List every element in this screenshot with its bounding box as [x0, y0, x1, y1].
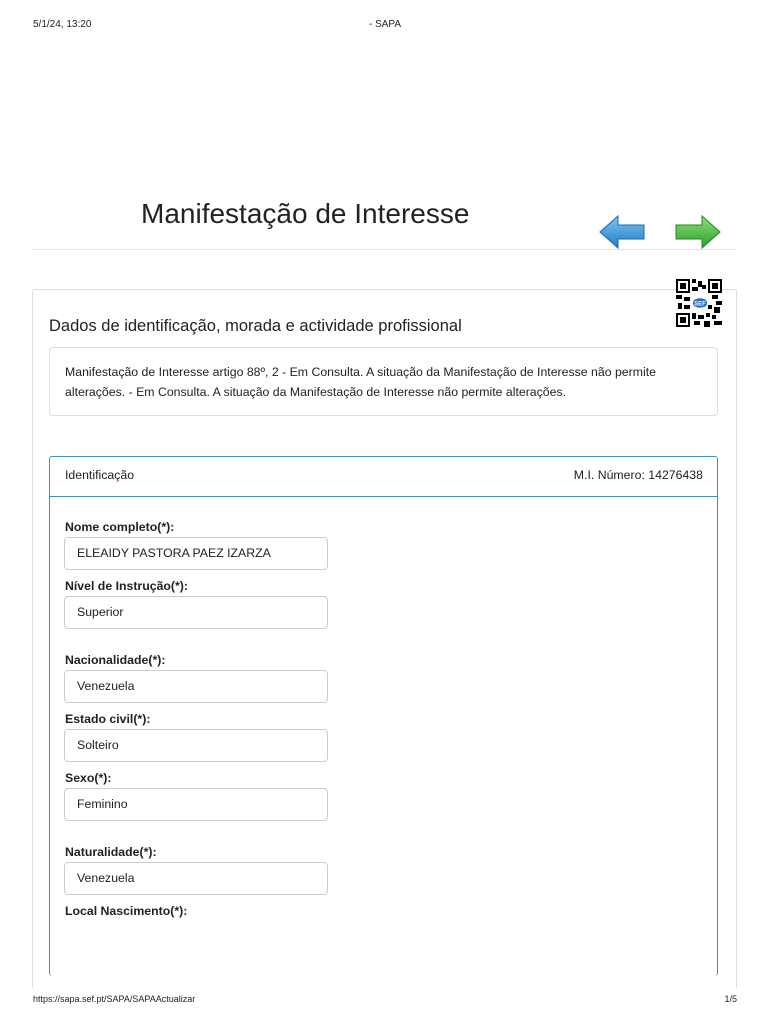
section-title: Dados de identificação, morada e actividade profissional: [49, 317, 462, 335]
sexo-field[interactable]: Feminino: [64, 788, 328, 821]
mi-number: M.I. Número: 14276438: [573, 468, 703, 482]
status-notice: [49, 347, 718, 416]
notice-line: alterações. - Em Consulta. A situação da Manifestação de Interesse não permite alterações.: [65, 385, 567, 399]
arrow-right-icon: [674, 210, 722, 254]
print-date: 5/1/24, 13:20: [33, 19, 92, 30]
field-label-naturalidade: Naturalidade(*):: [65, 845, 157, 859]
field-label-sexo: Sexo(*):: [65, 771, 112, 785]
arrow-left-icon: [598, 210, 646, 254]
qr-label: SEF: [694, 301, 706, 308]
field-label-estado-civil: Estado civil(*):: [65, 712, 151, 726]
page-number: 1/5: [724, 994, 737, 1004]
nivel-instrucao-field[interactable]: Superior: [64, 596, 328, 629]
back-button[interactable]: [598, 210, 646, 254]
forward-button[interactable]: [674, 210, 722, 254]
field-label-local-nascimento: Local Nascimento(*):: [65, 904, 188, 918]
nome-completo-field[interactable]: ELEAIDY PASTORA PAEZ IZARZA: [64, 537, 328, 570]
field-label-nome: Nome completo(*):: [65, 520, 175, 534]
nacionalidade-field[interactable]: Venezuela: [64, 670, 328, 703]
print-url: https://sapa.sef.pt/SAPA/SAPAActualizar: [33, 994, 196, 1004]
estado-civil-field[interactable]: Solteiro: [64, 729, 328, 762]
field-label-nacionalidade: Nacionalidade(*):: [65, 653, 166, 667]
identification-title: Identificação: [65, 468, 135, 482]
naturalidade-field[interactable]: Venezuela: [64, 862, 328, 895]
page-title: Manifestação de Interesse: [141, 198, 470, 229]
identification-heading: [50, 457, 717, 497]
print-title: - SAPA: [368, 19, 402, 30]
notice-line: Manifestação de Interesse artigo 88º, 2 - Em Consulta. A situação da Manifestação de Interesse não permite: [65, 365, 656, 379]
field-label-nivel: Nível de Instrução(*):: [65, 579, 188, 593]
qr-code-icon: [676, 279, 722, 327]
title-divider: [33, 249, 737, 250]
